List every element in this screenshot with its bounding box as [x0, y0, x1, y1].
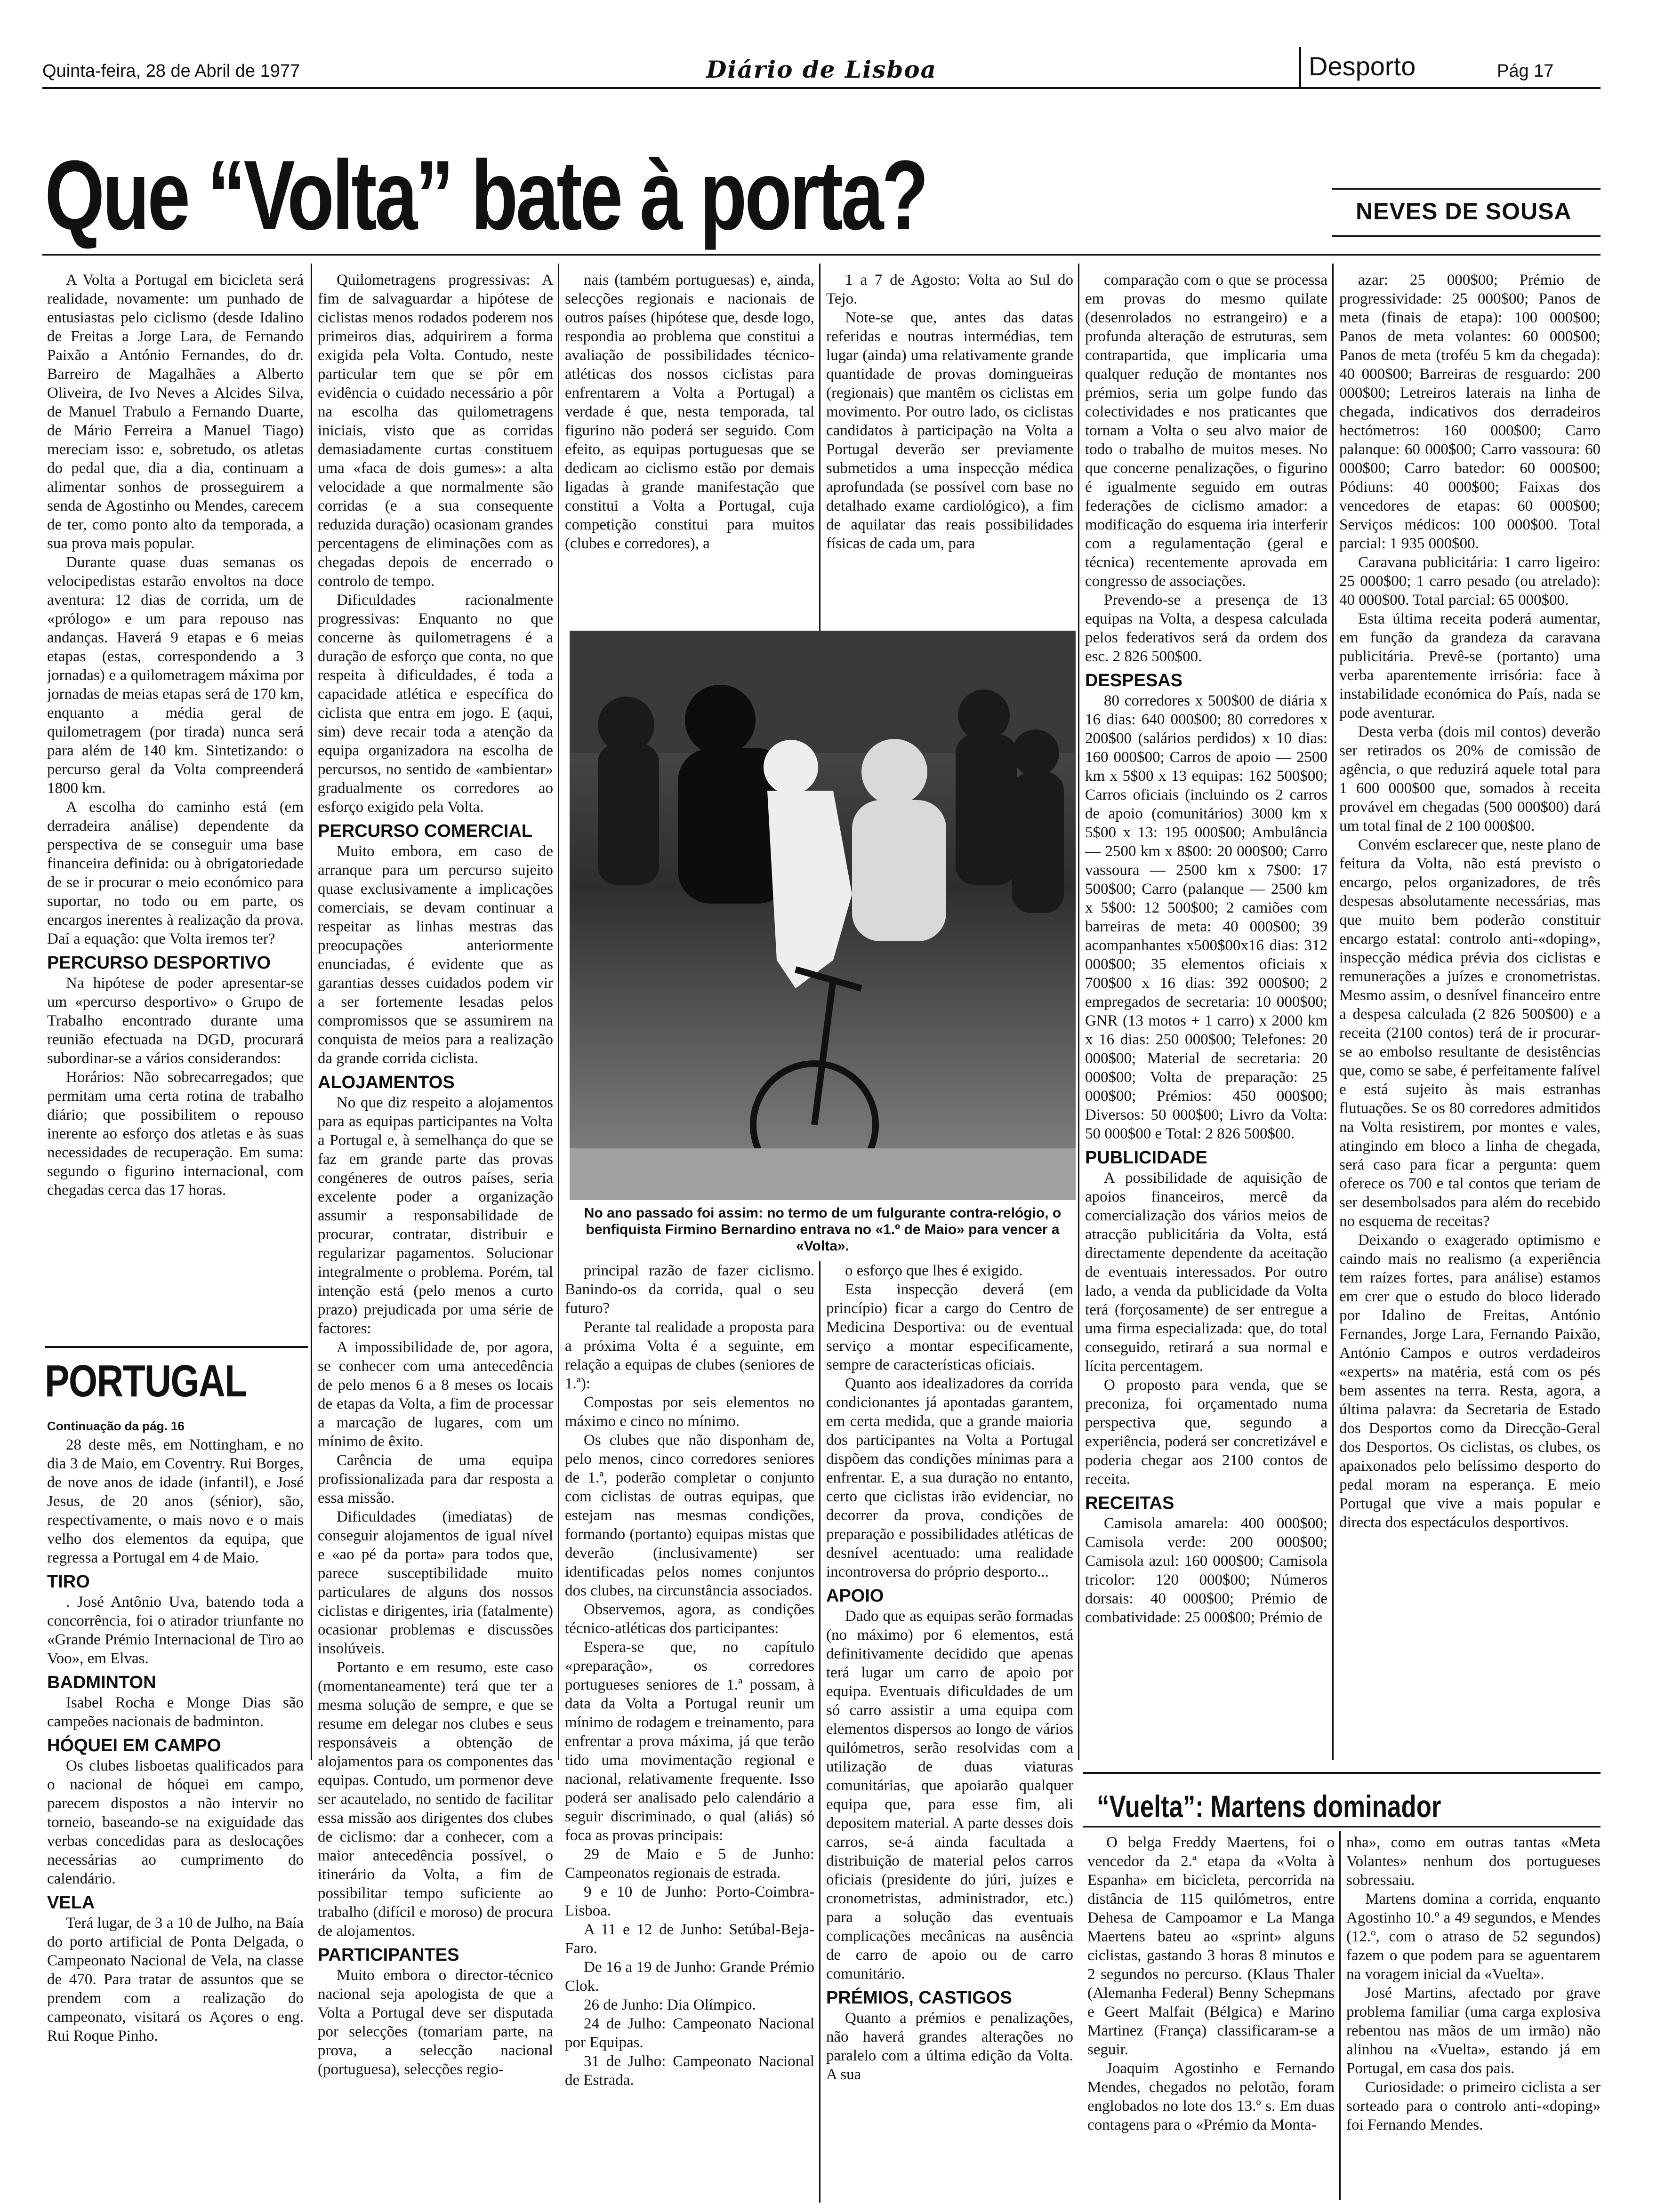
subheading-receitas: RECEITAS [1085, 1493, 1174, 1513]
paragraph: O belga Freddy Maertens, foi o vencedor da 2.ª etapa da «Volta à Espanha» em bicicleta, percorrida na distância de 115 quilómetros, entre Dehesa de Campoamor e La Manga Maertens bateu ao «sprint» alguns ciclistas, gastando 3 horas 8 minutos e 2 segundos no percurso. (Klaus Thaler (Alemanha Federal) Benny Schepmans e Geert Malfait (Bélgica) e Marino Martinez (França) classificaram-se a seguir. [1087, 1834, 1335, 2058]
paragraph: A Volta a Portugal em bicicleta será realidade, novamente: um punhado de entusiastas pelo ciclismo (desde Idalino de Freitas a Jorge Lara, de Fernando Paixão a António Fernandes, do dr. Barreiro de Magalhães a Alberto Oliveira, de Ivo Neves a Alcides Silva, de Manuel Trabulo a Fernando Duarte, de Mário Ferreira a Manuel Tiago) mereciam isso: e, sobretudo, os atletas do pedal que, dia a dia, continuam a alimentar sonhos de prosseguirem a senda de Agostinho ou Mendes, carecem de ter, como ponto alto da temporada, a sua prova mais popular. [47, 272, 304, 552]
paragraph: Dificuldades (imediatas) de conseguir alojamentos de igual nível e «ao pé da porta» para todos que, parece susceptibilidade muito particulares de alguns dos nossos ciclistas e dirigentes, iria (fatalmente) ocasionar problemas e discussões insolúveis. [318, 1508, 553, 1657]
paragraph: Dado que as equipas serão formadas (no máximo) por 6 elementos, está definitivamente decidido que apenas terá lugar um carro de apoio por equipa. Eventuais dificuldades de um só carro assistir a uma equipa com elementos dispersos ao longo de vários quilómetros, serão resolvidas com a utilização de duas viaturas comunitárias, que apoiarão qualquer equipa que, para esse fim, ali depositem material. A parte desses dois carros, se-á ainda facultada a distribuição de material pelos carros oficiais (presidente do júri, juízes e cronometristas, administrador, etc.) para a solução das eventuais complicações mecânicas na ausência de carro de apoio ou de carro comunitário. [826, 1608, 1073, 1982]
cyclist-photo [570, 631, 1076, 1200]
paragraph: De 16 a 19 de Junho: Grande Prémio Clok. [565, 1959, 814, 1995]
article-column-4-bottom [826, 1261, 1073, 2200]
paragraph: Compostas por seis elementos no máximo e cinco no mínimo. [565, 1394, 814, 1430]
paragraph: 80 corredores x 500$00 de diária x 16 dias: 640 000$00; 80 corredores x 200$00 (salários perdidos) x 10 dias: 160 000$00; Carros de apoio — 2500 km x 5$00 x 13 equipas: 162 500$00; Carros oficiais (incluindo os 2 carros de apoio (comunitários) 3000 km x 5$00 x 13: 195 000$00; Ambulância — 2500 km x 8$00: 20 000$00; Carro vassoura — 2500 km x 7$00: 17 500$00; Carro (palanque — 2500 km x 5$00: 12 500$00; 2 camiões com barreiras de meta: 40 000$00; 39 acompanhantes x500$00x16 dias: 312 000$00; 35 elementos oficiais x 700$00 x 16 dias: 392 000$00; 2 empregados de secretaria: 10 000$00; GNR (13 motos + 1 carro) x 2000 km x 16 dias: 250 000$00; Telefones: 20 000$00; Material de secretaria: 20 000$00; Volta de preparação: 25 000$00; Prémios: 450 000$00; Diversos: 50 000$00; Livro da Volta: 50 000$00 e Total: 2 826 500$00. [1085, 692, 1327, 1142]
photo-caption: No ano passado foi assim: no termo de um fulgurante contra-relógio, o benfiquista Firmino Bernardino entrava no «1.º de Maio» para vencer a «Volta». [584, 1205, 1062, 1254]
subheading-publicidade: PUBLICIDADE [1085, 1148, 1207, 1168]
column-divider [1339, 1831, 1341, 2200]
subheading-vela: VELA [47, 1893, 95, 1913]
column-divider [1078, 264, 1079, 1760]
main-headline: Que “Volta” bate à porta? [45, 140, 927, 250]
author-bottom-rule [1332, 235, 1601, 237]
subheading-despesas: DESPESAS [1085, 671, 1182, 690]
paragraph: A possibilidade de aquisição de apoios financeiros, mercê da comercialização dos vários meios de atracção publicitária da Volta, está directamente dependente da aceitação de eventuais interessados. Por outro lado, a venda da publicidade da Volta terá (forçosamente) de ser entregue a uma firma especializada: que, do total conseguido, retirará a sua normal e lícita percentagem. [1085, 1170, 1327, 1375]
paragraph: Horários: Não sobrecarregados; que permitam uma certa rotina de trabalho diário; que possibilitem o repouso inerente ao esforço dos atletas e às suas necessidades de recuperação. Em suma: segundo o figurino internacional, com chegadas cerca das 17 horas. [47, 1069, 304, 1199]
paragraph: Na hipótese de poder apresentar-se um «percurso desportivo» o Grupo de Trabalho encontrado durante uma reunião efectuada na DGD, procurará subordinar-se a vários considerandos: [47, 975, 304, 1067]
header-rule [42, 87, 1601, 89]
newspaper-title: Diário de Lisboa [706, 56, 937, 83]
paragraph: Espera-se que, no capítulo «preparação», os corredores portugueses seniores de 1.ª possam, à data da Volta a Portugal reunir um mínimo de rodagem e treinamento, para enfrentar a prova máxima, já que terão tido uma movimentação regional e nacional, relativamente frequente. Isso poderá ser analisado pelo calendário a seguir discriminado, o qual (aliás) só foca as provas principais: [565, 1639, 814, 1844]
paragraph: principal razão de fazer ciclismo. Banindo-os da corrida, qual o seu futuro? [565, 1262, 814, 1317]
paragraph: Carência de uma equipa profissionalizada para dar resposta a essa missão. [318, 1452, 553, 1507]
portugal-top-rule [45, 1346, 308, 1348]
paragraph: Os clubes lisboetas qualificados para o nacional de hóquei em campo, parecem dispostos a não intervir no torneio, baseando-se na exiguidade das verbas concedidas para as deslocações necessárias ao cumprimento do calendário. [47, 1757, 304, 1887]
article-column-6 [1339, 271, 1601, 1758]
paragraph: Muito embora o director-técnico nacional seja apologista de que a Volta a Portugal deve ser disputada por selecções (tomariam parte, na prova, a selecção nacional (portuguesa), selecções regio- [318, 1967, 553, 2078]
paragraph: Quilometragens progressivas: A fim de salvaguardar a hipótese de ciclistas menos rodados poderem nos primeiros dias, adquirirem a forma exigida pela Volta. Contudo, neste particular tem que se pôr em evidência o cuidado necessário a pôr na escolha das quilometragens iniciais, visto que as corridas demasiadamente curtas constituem uma «faca de dois gumes»: a alta velocidade a que normalmente são corridas (e a sua consequente reduzida duração) ocasionam grandes percentagens de eliminações com as chegadas depois de encerrado o controlo de tempo. [318, 272, 553, 590]
cyclist-photo-image [570, 631, 1076, 1200]
column-divider [819, 264, 820, 631]
paragraph: Portanto e em resumo, este caso (momentaneamente) terá que ter a mesma solução de sempre, e que se resume em delegar nos clubes e seus responsáveis a obtenção de alojamentos para os componentes das equipas. Contudo, um pormenor deve ser acautelado, no sentido de facilitar essa missão aos dirigentes dos clubes de ciclismo: dar a conhecer, com a maior antecedência possível, o itinerário da Volta, a fim de possibilitar tempo suficiente ao trabalho (difícil e moroso) de procura de alojamentos. [318, 1659, 553, 1940]
paragraph: Desta verba (dois mil contos) deverão ser retirados os 20% de comissão de agência, o que reduzirá aquele total para 1 600 000$00 que, somados à receita provável em chegadas (500 000$00) dará um total final de 2 100 000$00. [1339, 723, 1601, 834]
paragraph: Note-se que, antes das datas referidas e noutras intermédias, tem lugar (ainda) uma relativamente grande quantidade de provas domingueiras (regionais) que mantêm os ciclistas em movimento. Por outro lado, os ciclistas candidatos à participação na Volta a Portugal deverão ser previamente submetidos a uma inspecção médica aprofundada (se possível com base no detalhado exame cardiológico), a fim de aquilatar das reais possibilidades físicas de cada um, para [826, 309, 1073, 552]
paragraph: 29 de Maio e 5 de Junho: Campeonatos regionais de estrada. [565, 1846, 814, 1882]
paragraph: Esta última receita poderá aumentar, em função da grandeza da caravana publicitária. Prevê-se (portanto) uma verba aparentemente irrisória: face à instabilidade económica do País, nada se pode aventurar. [1339, 610, 1601, 721]
section-name: Desporto [1309, 51, 1416, 81]
paragraph: Quanto aos idealizadores da corrida condicionantes já apontadas garantem, em certa medida, que a grande maioria dos participantes na Volta a Portugal dispõem das condições mínimas para a enfrentar. E, a sua duração no entanto, certo que ciclistas irão evidenciar, no decorrer da prova, condições de preparação e possibilidades atléticas de desnível acentuado: uma realidade incontroversa do próprio desporto... [826, 1375, 1073, 1580]
article-column-4-top [826, 271, 1073, 628]
portugal-title: PORTUGAL [45, 1356, 247, 1406]
headline-rule [42, 254, 1601, 256]
paragraph: Observemos, agora, as condições técnico-atléticas dos participantes: [565, 1601, 814, 1637]
vuelta-top-rule [1083, 1772, 1601, 1774]
subheading-tiro: TIRO [47, 1572, 90, 1592]
article-column-2 [318, 271, 553, 2200]
vuelta-column-2 [1346, 1833, 1601, 2200]
subheading-badminton: BADMINTON [47, 1673, 156, 1692]
paragraph: Quanto a prémios e penalizações, não haverá grandes alterações no paralelo com a última edição da Volta. A sua [826, 2010, 1073, 2083]
paragraph: Muito embora, em caso de arranque para um percurso sujeito quase exclusivamente a implicações comerciais, se devam continuar a respeitar as linhas mestras das preocupações anteriormente enunciadas, é evidente que as garantias desses cuidados podem vir a ser fortemente lesadas pelos compromissos que se assumirem na conquista de meios para a realização da grande corrida ciclista. [318, 843, 553, 1067]
header-date: Quinta-feira, 28 de Abril de 1977 [42, 61, 300, 81]
column-divider [819, 1261, 820, 2203]
paragraph: No que diz respeito a alojamentos para as equipas participantes na Volta a Portugal e, à semelhança do que se faz em grande parte das provas congéneres de outros países, seria excelente poder a organização assumir a responsabilidade de procurar, contratar, distribuir e regularizar pagamentos. Solucionar integralmente o problema. Porém, tal intenção está (pelo menos a curto prazo) prejudicada por uma série de factores: [318, 1094, 553, 1337]
section-box-rule [1299, 47, 1301, 87]
paragraph: Perante tal realidade a proposta para a próxima Volta é a seguinte, em relação a equipas de clubes (seniores de 1.ª): [565, 1319, 814, 1392]
paragraph: José Martins, afectado por grave problema familiar (uma carga explosiva rebentou nas mãos de um irmão) não alinhou na «Vuelta», estando já em Portugal, em casa dos pais. [1346, 1985, 1601, 2077]
article-column-3-bottom [565, 1261, 814, 2200]
paragraph: Os clubes que não disponham de, pelo menos, cinco corredores seniores de 1.ª, poderão completar o conjunto com ciclistas de outras equipas, que estejam nas mesmas condições, formando (portanto) equipas mistas que deverão (inclusivamente) ser identificadas pelos nomes conjuntos dos clubes, na circunstância associados. [565, 1432, 814, 1599]
paragraph: Isabel Rocha e Monge Dias são campeões nacionais de badminton. [47, 1694, 304, 1730]
author-byline: NEVES DE SOUSA [1356, 198, 1572, 224]
paragraph: A impossibilidade de, por agora, se conhecer com uma antecedência de pelo menos 6 a 8 meses os locais de etapas da Volta, a fim de processar a marcação de lugares, com um mínimo de êxito. [318, 1339, 553, 1450]
portugal-column [47, 1417, 304, 2198]
paragraph: Durante quase duas semanas os velocipedistas estarão envoltos na doce aventura: 12 dias de corrida, um de «prólogo» e um para repouso nas andanças. Haverá 9 etapas e 6 meias etapas (estas, correspondendo a 3 jornadas) e a quilometragem máxima por jornadas de meias etapas será de 170 km, enquanto a média geral de quilometragem (por tirada) nunca será para além de 140 km. Sintetizando: o percurso geral da Volta compreenderá 1800 km. [47, 554, 304, 797]
paragraph: 26 de Junho: Dia Olímpico. [584, 1996, 756, 2013]
paragraph: Camisola amarela: 400 000$00; Camisola verde: 200 000$00; Camisola azul: 160 000$00; Camisola tricolor: 120 000$00; Números dorsais: 40 000$00; Prémio de combatividade: 25 000$00; Prémio de [1085, 1515, 1327, 1626]
paragraph: O proposto para venda, que se preconiza, foi orçamentado numa perspectiva que, segundo a experiência, poderá ser concretizável e poderia chegar aos 2100 contos de receita. [1085, 1377, 1327, 1488]
column-divider [1332, 264, 1334, 1760]
paragraph: A 11 e 12 de Junho: Setúbal-Beja-Faro. [565, 1921, 814, 1957]
article-column-5 [1085, 271, 1327, 1758]
paragraph: Esta inspecção deverá (em princípio) ficar a cargo do Centro de Medicina Desportiva: ou de eventual serviço a montar especificamente, sempre de características oficiais. [826, 1281, 1073, 1373]
paragraph: comparação com o que se processa em provas do mesmo quilate (desenrolados no estrangeiro) e a profunda alteração de estruturas, sem contrapartida, que implicaria uma qualquer redução de montantes nos prémios, seria um golpe fundo das colectividades e nos praticantes que tornam a Volta o seu alvo maior de todo o trabalho de muitos meses. No que concerne penalizações, o figurino é igualmente seguido em outras federações de ciclismo amador: a modificação do esquema iria interferir com a regulamentação (geral e técnica) recentemente aprovada em congresso de associações. [1085, 272, 1327, 590]
column-divider [558, 264, 559, 1760]
paragraph: A escolha do caminho está (em derradeira análise) dependente da perspectiva de se conseguir uma base financeira definida: ou à obrigatoriedade de se ir procurar o meio económico para suportar, no todo ou em parte, os encargos inerentes à realização da prova. Daí a equação: que Volta iremos ter? [47, 799, 304, 947]
vuelta-title-rule [1083, 1826, 1601, 1827]
subheading-premios-castigos: PRÉMIOS, CASTIGOS [826, 1988, 1012, 2008]
paragraph: azar: 25 000$00; Prémio de progressividade: 25 000$00; Panos de meta (finais de etapa): 100 000$00; Panos de meta volantes: 60 000$00; Panos de meta (troféu 5 km da chegada): 40 000$00; Barreiras de resguardo: 200 000$00; Letreiros laterais na linha de chegada, indicativos dos derradeiros hectómetros: 160 000$00; Carro palanque: 60 000$00; Carro vassoura: 60 000$00; Carro batedor: 60 000$00; Pódiuns: 40 000$00; Faixas dos vencedores de etapas: 60 000$00; Serviços médicos: 100 000$00. Total parcial: 1 935 000$00. [1339, 272, 1601, 552]
paragraph: Martens domina a corrida, enquanto Agostinho 10.º a 49 segundos, e Mendes (12.º, com o atraso de 52 segundos) fazem o que podem para se aguentarem na voragem inicial da «Vuelta». [1346, 1891, 1601, 1983]
subheading-percurso-desportivo: PERCURSO DESPORTIVO [47, 953, 271, 973]
column-divider [311, 264, 312, 1760]
paragraph: nais (também portuguesas) e, ainda, selecções regionais e nacionais de outros países (hipótese que, desde logo, respondia ao problema que constitui a avaliação de possibilidades técnico-atléticas dos nossos ciclistas para enfrentarem a Volta a Portugal) a verdade é que, nesta temporada, tal figurino não poderá ser seguido. Com efeito, as equipas portuguesas que se dedicam ao ciclismo estão por demais ligadas à grande manifestação que constitui a Volta a Portugal, cuja competição constitui para muitos (clubes e corredores), a [565, 272, 814, 552]
paragraph: Convém esclarecer que, neste plano de feitura da Volta, não está previsto o encargo, pelos organizadores, de três despesas absolutamente necessárias, mas que muito bem poderão constituir encargo estatal: controlo anti-«doping», inspecção médica prévia dos ciclistas e remunerações a juízes e cronometristas. Mesmo assim, o desnível financeiro entre a despesa calculada (2 826 500$00) e a receita (2100 contos) terá de ir procurar-se ao embolso resultante de desistências que, como se sabe, é perfeitamente falível e está sujeito às mais estranhas flutuações. Se os 80 corredores admitidos na Volta resistirem, por montes e vales, atingindo em bloco a linha de chegada, será caso para ficar a pergunta: quem oferece os 700 e tal contos que teriam de ser desembolsados para além do recebido no esquema de receitas? [1339, 836, 1601, 1230]
page-number: Pág 17 [1497, 61, 1554, 81]
subheading-apoio: APOIO [826, 1586, 884, 1606]
vuelta-headline: “Vuelta”: Martens dominador [1097, 1789, 1441, 1824]
paragraph: Terá lugar, de 3 a 10 de Julho, na Baía do porto artificial de Ponta Delgada, o Campeonato Nacional de Vela, na classe de 470. Para tratar de assuntos que se prendem com a realização do campeonato, visitará os Açores o eng. Rui Roque Pinho. [47, 1915, 304, 2044]
article-column-3-top [565, 271, 814, 628]
vuelta-column-1 [1087, 1833, 1335, 2200]
paragraph: Prevendo-se a presença de 13 equipas na Volta, a despesa calculada pelos federativos será da ordem dos esc. 2 826 500$00. [1085, 592, 1327, 665]
paragraph: 24 de Julho: Campeonato Nacional por Equipas. [565, 2015, 814, 2051]
article-column-1 [47, 271, 304, 1252]
subheading-participantes: PARTICIPANTES [318, 1945, 459, 1965]
paragraph: Dificuldades racionalmente progressivas: Enquanto no que concerne às quilometragens é a duração de esforço que conta, no que respeita à dificuldades, é toda a capacidade atlética e específica do ciclista que entra em jogo. E (aqui, sim) deve recair toda a atenção da equipa organizadora na escolha de percursos, no sentido de «ambientar» gradualmente os corredores ao esforço exigido pela Volta. [318, 592, 553, 816]
paragraph: . José Antônio Uva, batendo toda a concorrência, foi o atirador triunfante no «Grande Prémio Internacional de Tiro ao Voo», em Elvas. [47, 1594, 304, 1667]
paragraph: Deixando o exagerado optimismo e caindo mais no realismo (a experiência tem raízes fortes, para análise) estamos em crer que o estudo do bloco liderado por Idalino de Freitas, António Fernandes, Jorge Lara, Fernando Paixão, António Campos e outros verdadeiros «experts» na matéria, está com os pés bem assentes na terra. Resta, agora, a última palavra: da Secretaria de Estado dos Desportos como da Direcção-Geral dos Desportos. Os ciclistas, os clubes, os apaixonados pelo belíssimo desporto do pedal moram na esperança. E meio Portugal que vive a mais popular e directa dos espectáculos desportivos. [1339, 1232, 1601, 1531]
paragraph: 31 de Julho: Campeonato Nacional de Estrada. [565, 2053, 814, 2089]
paragraph: 28 deste mês, em Nottingham, e no dia 3 de Maio, em Coventry. Rui Borges, de nove anos de idade (infantil), e José Jesus, de 20 anos (sénior), são, respectivamente, o mais novo e o mais velho dos elementos da equipa, que regressa a Portugal em 4 de Maio. [47, 1436, 304, 1566]
paragraph: nha», como em outras tantas «Meta Volantes» nenhum dos portugueses sobressaiu. [1346, 1834, 1601, 1889]
subheading-hoquei: HÓQUEI EM CAMPO [47, 1736, 221, 1755]
paragraph: 9 e 10 de Junho: Porto-Coimbra-Lisboa. [565, 1883, 814, 1919]
paragraph: Joaquim Agostinho e Fernando Mendes, chegados no pelotão, foram englobados no lote dos 13.º s. Em duas contagens para o «Prémio da Monta- [1087, 2060, 1335, 2133]
author-top-rule [1332, 188, 1601, 190]
subheading-percurso-comercial: PERCURSO COMERCIAL [318, 821, 533, 841]
paragraph: Caravana publicitária: 1 carro ligeiro: 25 000$00; 1 carro pesado (ou atrelado): 40 000$00. Total parcial: 65 000$00. [1339, 554, 1601, 609]
paragraph: 1 a 7 de Agosto: Volta ao Sul do Tejo. [826, 272, 1073, 307]
paragraph: Curiosidade: o primeiro ciclista a ser sorteado para o controlo anti-«doping» foi Fernando Mendes. [1346, 2079, 1601, 2133]
paragraph: o esforço que lhes é exigido. [845, 1262, 1023, 1279]
continuation-note: Continuação da pág. 16 [47, 1419, 185, 1433]
subheading-alojamentos: ALOJAMENTOS [318, 1073, 455, 1092]
